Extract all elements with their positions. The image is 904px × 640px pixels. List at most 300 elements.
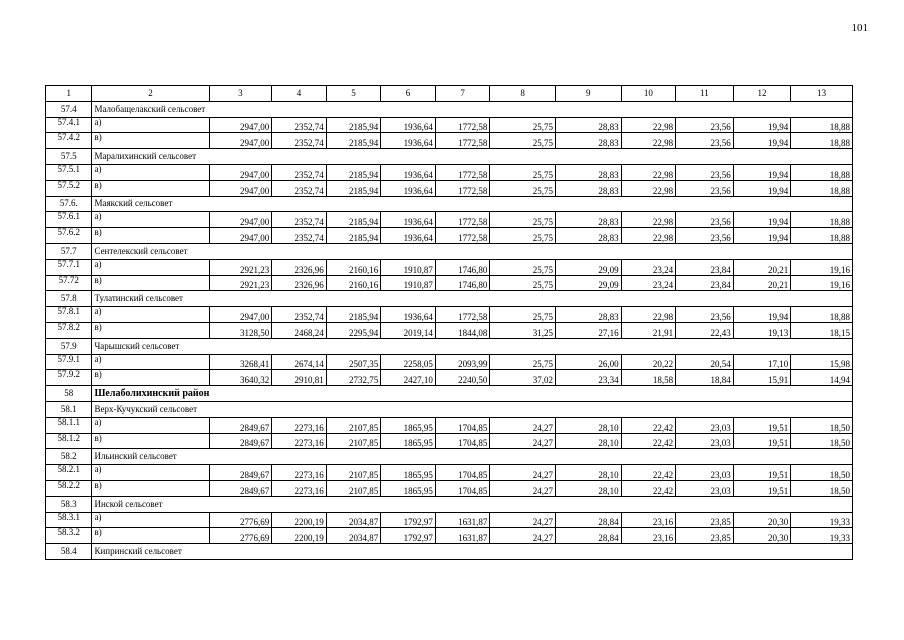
value-cell: 1936,64 — [381, 164, 436, 180]
row-label: а) — [92, 512, 209, 528]
value-cell: 28,83 — [555, 228, 621, 244]
value-cell: 23,56 — [676, 164, 734, 180]
row-number: 57.72 — [46, 275, 92, 291]
value-cell: 25,75 — [490, 228, 556, 244]
row-number: 58.3.2 — [46, 528, 92, 544]
value-cell: 2160,16 — [326, 259, 381, 275]
row-number: 58.1.1 — [46, 417, 92, 433]
value-cell: 2776,69 — [209, 528, 272, 544]
section-row — [46, 338, 853, 354]
value-cell: 20,54 — [676, 354, 734, 370]
value-cell: 18,88 — [791, 212, 853, 228]
value-cell: 2352,74 — [272, 307, 327, 323]
table-row — [46, 528, 853, 544]
section-row — [46, 291, 853, 307]
row-number: 57.9 — [46, 338, 92, 354]
value-cell: 2019,14 — [381, 322, 436, 338]
value-cell: 2947,00 — [209, 164, 272, 180]
value-cell: 2732,75 — [326, 370, 381, 386]
value-cell: 24,27 — [490, 417, 556, 433]
value-cell: 23,34 — [555, 370, 621, 386]
section-row — [46, 544, 853, 560]
row-number: 57.4.2 — [46, 133, 92, 149]
value-cell: 2352,74 — [272, 212, 327, 228]
row-number: 58.2.1 — [46, 465, 92, 481]
value-cell: 24,27 — [490, 433, 556, 449]
value-cell: 2947,00 — [209, 212, 272, 228]
value-cell: 18,50 — [791, 465, 853, 481]
value-cell: 18,88 — [791, 180, 853, 196]
row-number: 58.3.1 — [46, 512, 92, 528]
value-cell: 18,50 — [791, 433, 853, 449]
value-cell: 23,56 — [676, 180, 734, 196]
district-title: Шелаболихинский район — [92, 386, 853, 402]
value-cell: 2200,19 — [272, 528, 327, 544]
value-cell: 24,27 — [490, 480, 556, 496]
value-cell: 19,94 — [733, 180, 791, 196]
value-cell: 22,98 — [621, 164, 676, 180]
value-cell: 28,84 — [555, 512, 621, 528]
row-label: а) — [92, 354, 209, 370]
value-cell: 28,10 — [555, 433, 621, 449]
value-cell: 19,33 — [791, 528, 853, 544]
row-label: а) — [92, 417, 209, 433]
value-cell: 19,94 — [733, 212, 791, 228]
row-label: в) — [92, 433, 209, 449]
value-cell: 17,10 — [733, 354, 791, 370]
column-number-cell: 1 — [46, 86, 92, 102]
value-cell: 25,75 — [490, 212, 556, 228]
value-cell: 28,10 — [555, 417, 621, 433]
table-row — [46, 417, 853, 433]
value-cell: 23,16 — [621, 528, 676, 544]
value-cell: 1704,85 — [435, 465, 490, 481]
value-cell: 2273,16 — [272, 480, 327, 496]
table-row — [46, 228, 853, 244]
value-cell: 1936,64 — [381, 307, 436, 323]
value-cell: 19,94 — [733, 228, 791, 244]
row-number: 57.7 — [46, 243, 92, 259]
value-cell: 2107,85 — [326, 465, 381, 481]
value-cell: 22,98 — [621, 180, 676, 196]
value-cell: 22,98 — [621, 228, 676, 244]
value-cell: 23,84 — [676, 259, 734, 275]
column-number-cell: 8 — [490, 86, 556, 102]
value-cell: 1936,64 — [381, 228, 436, 244]
table-row — [46, 465, 853, 481]
value-cell: 1772,58 — [435, 307, 490, 323]
value-cell: 22,43 — [676, 322, 734, 338]
value-cell: 19,51 — [733, 465, 791, 481]
value-cell: 2240,50 — [435, 370, 490, 386]
row-number: 57.7.1 — [46, 259, 92, 275]
value-cell: 22,42 — [621, 417, 676, 433]
value-cell: 22,98 — [621, 307, 676, 323]
value-cell: 1936,64 — [381, 117, 436, 133]
value-cell: 29,09 — [555, 275, 621, 291]
value-cell: 23,56 — [676, 133, 734, 149]
row-label: в) — [92, 370, 209, 386]
value-cell: 18,50 — [791, 417, 853, 433]
value-cell: 25,75 — [490, 180, 556, 196]
value-cell: 2849,67 — [209, 417, 272, 433]
row-number: 58.2.2 — [46, 480, 92, 496]
section-title: Кипринский сельсовет — [92, 544, 853, 560]
value-cell: 1865,95 — [381, 433, 436, 449]
value-cell: 1704,85 — [435, 480, 490, 496]
value-cell: 14,94 — [791, 370, 853, 386]
value-cell: 19,94 — [733, 164, 791, 180]
value-cell: 23,56 — [676, 307, 734, 323]
value-cell: 2427,10 — [381, 370, 436, 386]
value-cell: 19,94 — [733, 117, 791, 133]
row-label: в) — [92, 480, 209, 496]
value-cell: 19,94 — [733, 307, 791, 323]
column-number-row — [46, 86, 853, 102]
column-number-cell: 13 — [791, 86, 853, 102]
value-cell: 1746,80 — [435, 275, 490, 291]
value-cell: 2849,67 — [209, 480, 272, 496]
value-cell: 29,09 — [555, 259, 621, 275]
row-number: 58.2 — [46, 449, 92, 465]
value-cell: 2034,87 — [326, 512, 381, 528]
section-row — [46, 496, 853, 512]
value-cell: 18,84 — [676, 370, 734, 386]
value-cell: 19,51 — [733, 417, 791, 433]
value-cell: 2185,94 — [326, 307, 381, 323]
value-cell: 2352,74 — [272, 164, 327, 180]
row-number: 57.9.2 — [46, 370, 92, 386]
value-cell: 25,75 — [490, 117, 556, 133]
table-row — [46, 275, 853, 291]
value-cell: 22,42 — [621, 480, 676, 496]
row-number: 58.4 — [46, 544, 92, 560]
value-cell: 19,13 — [733, 322, 791, 338]
value-cell: 2107,85 — [326, 417, 381, 433]
value-cell: 18,50 — [791, 480, 853, 496]
value-cell: 2273,16 — [272, 417, 327, 433]
value-cell: 2185,94 — [326, 228, 381, 244]
value-cell: 28,83 — [555, 180, 621, 196]
value-cell: 2849,67 — [209, 433, 272, 449]
value-cell: 2034,87 — [326, 528, 381, 544]
value-cell: 25,75 — [490, 164, 556, 180]
row-label: а) — [92, 117, 209, 133]
value-cell: 28,83 — [555, 212, 621, 228]
value-cell: 2921,23 — [209, 275, 272, 291]
value-cell: 2507,35 — [326, 354, 381, 370]
value-cell: 1792,97 — [381, 528, 436, 544]
value-cell: 1865,95 — [381, 465, 436, 481]
value-cell: 20,22 — [621, 354, 676, 370]
value-cell: 22,42 — [621, 465, 676, 481]
row-label: а) — [92, 465, 209, 481]
row-number: 57.8.1 — [46, 307, 92, 323]
row-label: в) — [92, 322, 209, 338]
value-cell: 28,10 — [555, 480, 621, 496]
value-cell: 2674,14 — [272, 354, 327, 370]
value-cell: 2295,94 — [326, 322, 381, 338]
value-cell: 19,51 — [733, 480, 791, 496]
value-cell: 1865,95 — [381, 480, 436, 496]
column-number-cell: 5 — [326, 86, 381, 102]
column-number-cell: 12 — [733, 86, 791, 102]
value-cell: 18,88 — [791, 228, 853, 244]
row-number: 58 — [46, 386, 92, 402]
section-row — [46, 243, 853, 259]
value-cell: 18,88 — [791, 117, 853, 133]
value-cell: 1844,08 — [435, 322, 490, 338]
value-cell: 1936,64 — [381, 133, 436, 149]
value-cell: 19,51 — [733, 433, 791, 449]
value-cell: 23,56 — [676, 228, 734, 244]
section-row — [46, 449, 853, 465]
table-row — [46, 512, 853, 528]
section-title: Маралихинский сельсовет — [92, 149, 853, 165]
value-cell: 3268,41 — [209, 354, 272, 370]
value-cell: 19,94 — [733, 133, 791, 149]
value-cell: 25,75 — [490, 259, 556, 275]
value-cell: 2468,24 — [272, 322, 327, 338]
value-cell: 23,56 — [676, 212, 734, 228]
section-title: Тулатинский сельсовет — [92, 291, 853, 307]
value-cell: 20,21 — [733, 275, 791, 291]
value-cell: 2910,81 — [272, 370, 327, 386]
table-row — [46, 133, 853, 149]
table-row — [46, 212, 853, 228]
value-cell: 23,03 — [676, 433, 734, 449]
value-cell: 37,02 — [490, 370, 556, 386]
row-number: 58.1.2 — [46, 433, 92, 449]
value-cell: 1704,85 — [435, 433, 490, 449]
value-cell: 1746,80 — [435, 259, 490, 275]
section-title: Сентелекский сельсовет — [92, 243, 853, 259]
page-number: 101 — [851, 22, 868, 34]
value-cell: 2921,23 — [209, 259, 272, 275]
value-cell: 22,98 — [621, 117, 676, 133]
value-cell: 22,42 — [621, 433, 676, 449]
column-number-cell: 11 — [676, 86, 734, 102]
value-cell: 15,91 — [733, 370, 791, 386]
column-number-cell: 7 — [435, 86, 490, 102]
value-cell: 1910,87 — [381, 259, 436, 275]
table-row — [46, 117, 853, 133]
value-cell: 1910,87 — [381, 275, 436, 291]
value-cell: 2185,94 — [326, 180, 381, 196]
column-number-cell: 4 — [272, 86, 327, 102]
value-cell: 2185,94 — [326, 212, 381, 228]
value-cell: 1772,58 — [435, 212, 490, 228]
value-cell: 19,16 — [791, 275, 853, 291]
value-cell: 23,84 — [676, 275, 734, 291]
value-cell: 24,27 — [490, 528, 556, 544]
row-label: а) — [92, 307, 209, 323]
value-cell: 2107,85 — [326, 480, 381, 496]
value-cell: 23,16 — [621, 512, 676, 528]
value-cell: 19,16 — [791, 259, 853, 275]
row-number: 57.8 — [46, 291, 92, 307]
section-title: Малобащелакский сельсовет — [92, 101, 853, 117]
value-cell: 25,75 — [490, 354, 556, 370]
value-cell: 23,24 — [621, 259, 676, 275]
row-label: в) — [92, 528, 209, 544]
value-cell: 2947,00 — [209, 180, 272, 196]
value-cell: 28,83 — [555, 164, 621, 180]
row-label: а) — [92, 212, 209, 228]
value-cell: 1865,95 — [381, 417, 436, 433]
row-label: в) — [92, 228, 209, 244]
row-number: 57.8.2 — [46, 322, 92, 338]
column-number-cell: 3 — [209, 86, 272, 102]
row-number: 58.3 — [46, 496, 92, 512]
value-cell: 28,83 — [555, 307, 621, 323]
table-row — [46, 307, 853, 323]
row-label: в) — [92, 180, 209, 196]
value-cell: 25,75 — [490, 133, 556, 149]
row-number: 57.5.2 — [46, 180, 92, 196]
value-cell: 18,15 — [791, 322, 853, 338]
row-number: 57.5.1 — [46, 164, 92, 180]
section-row — [46, 196, 853, 212]
value-cell: 23,24 — [621, 275, 676, 291]
value-cell: 20,21 — [733, 259, 791, 275]
table-row — [46, 322, 853, 338]
table-row — [46, 370, 853, 386]
row-number: 57.5 — [46, 149, 92, 165]
value-cell: 19,33 — [791, 512, 853, 528]
value-cell: 2107,85 — [326, 433, 381, 449]
value-cell: 28,84 — [555, 528, 621, 544]
row-number: 57.6.1 — [46, 212, 92, 228]
value-cell: 1772,58 — [435, 133, 490, 149]
value-cell: 2160,16 — [326, 275, 381, 291]
value-cell: 18,88 — [791, 133, 853, 149]
value-cell: 23,85 — [676, 528, 734, 544]
row-number: 57.6.2 — [46, 228, 92, 244]
row-number: 57.4 — [46, 101, 92, 117]
value-cell: 23,03 — [676, 465, 734, 481]
section-row — [46, 401, 853, 417]
row-number: 57.9.1 — [46, 354, 92, 370]
row-label: в) — [92, 275, 209, 291]
row-label: а) — [92, 259, 209, 275]
value-cell: 3640,32 — [209, 370, 272, 386]
value-cell: 18,88 — [791, 307, 853, 323]
row-label: в) — [92, 133, 209, 149]
section-title: Верх-Кучукский сельсовет — [92, 401, 853, 417]
value-cell: 2947,00 — [209, 228, 272, 244]
value-cell: 20,30 — [733, 512, 791, 528]
value-cell: 23,03 — [676, 480, 734, 496]
value-cell: 21,91 — [621, 322, 676, 338]
value-cell: 2352,74 — [272, 180, 327, 196]
table-row — [46, 180, 853, 196]
value-cell: 1631,87 — [435, 528, 490, 544]
section-title: Инской сельсовет — [92, 496, 853, 512]
table-row — [46, 259, 853, 275]
column-number-cell: 6 — [381, 86, 436, 102]
column-number-cell: 9 — [555, 86, 621, 102]
value-cell: 1792,97 — [381, 512, 436, 528]
value-cell: 2849,67 — [209, 465, 272, 481]
value-cell: 2352,74 — [272, 228, 327, 244]
value-cell: 2093,99 — [435, 354, 490, 370]
row-label: а) — [92, 164, 209, 180]
value-cell: 22,98 — [621, 212, 676, 228]
value-cell: 2185,94 — [326, 117, 381, 133]
value-cell: 2273,16 — [272, 465, 327, 481]
value-cell: 3128,50 — [209, 322, 272, 338]
value-cell: 2185,94 — [326, 133, 381, 149]
section-title: Маякский сельсовет — [92, 196, 853, 212]
district-row — [46, 386, 853, 402]
section-row — [46, 101, 853, 117]
value-cell: 2273,16 — [272, 433, 327, 449]
tariff-table — [45, 85, 853, 560]
value-cell: 2947,00 — [209, 307, 272, 323]
value-cell: 1631,87 — [435, 512, 490, 528]
value-cell: 24,27 — [490, 465, 556, 481]
value-cell: 18,88 — [791, 164, 853, 180]
value-cell: 2947,00 — [209, 133, 272, 149]
table-row — [46, 480, 853, 496]
value-cell: 23,56 — [676, 117, 734, 133]
row-number: 57.4.1 — [46, 117, 92, 133]
value-cell: 2947,00 — [209, 117, 272, 133]
value-cell: 26,00 — [555, 354, 621, 370]
value-cell: 2200,19 — [272, 512, 327, 528]
value-cell: 28,83 — [555, 117, 621, 133]
value-cell: 18,58 — [621, 370, 676, 386]
value-cell: 15,98 — [791, 354, 853, 370]
table-row — [46, 164, 853, 180]
value-cell: 25,75 — [490, 275, 556, 291]
value-cell: 1936,64 — [381, 212, 436, 228]
value-cell: 1772,58 — [435, 164, 490, 180]
value-cell: 2185,94 — [326, 164, 381, 180]
table-body — [46, 86, 853, 560]
value-cell: 25,75 — [490, 307, 556, 323]
column-number-cell: 2 — [92, 86, 209, 102]
value-cell: 1772,58 — [435, 180, 490, 196]
value-cell: 1772,58 — [435, 117, 490, 133]
value-cell: 20,30 — [733, 528, 791, 544]
value-cell: 22,98 — [621, 133, 676, 149]
row-number: 58.1 — [46, 401, 92, 417]
value-cell: 24,27 — [490, 512, 556, 528]
table-row — [46, 354, 853, 370]
value-cell: 2352,74 — [272, 133, 327, 149]
table-row — [46, 433, 853, 449]
value-cell: 23,03 — [676, 417, 734, 433]
section-row — [46, 149, 853, 165]
value-cell: 31,25 — [490, 322, 556, 338]
row-number: 57.6. — [46, 196, 92, 212]
value-cell: 2326,96 — [272, 275, 327, 291]
value-cell: 2258,05 — [381, 354, 436, 370]
column-number-cell: 10 — [621, 86, 676, 102]
value-cell: 2352,74 — [272, 117, 327, 133]
value-cell: 23,85 — [676, 512, 734, 528]
value-cell: 1772,58 — [435, 228, 490, 244]
section-title: Ильинский сельсовет — [92, 449, 853, 465]
value-cell: 2326,96 — [272, 259, 327, 275]
value-cell: 28,83 — [555, 133, 621, 149]
value-cell: 1704,85 — [435, 417, 490, 433]
value-cell: 1936,64 — [381, 180, 436, 196]
section-title: Чарышский сельсовет — [92, 338, 853, 354]
value-cell: 27,16 — [555, 322, 621, 338]
